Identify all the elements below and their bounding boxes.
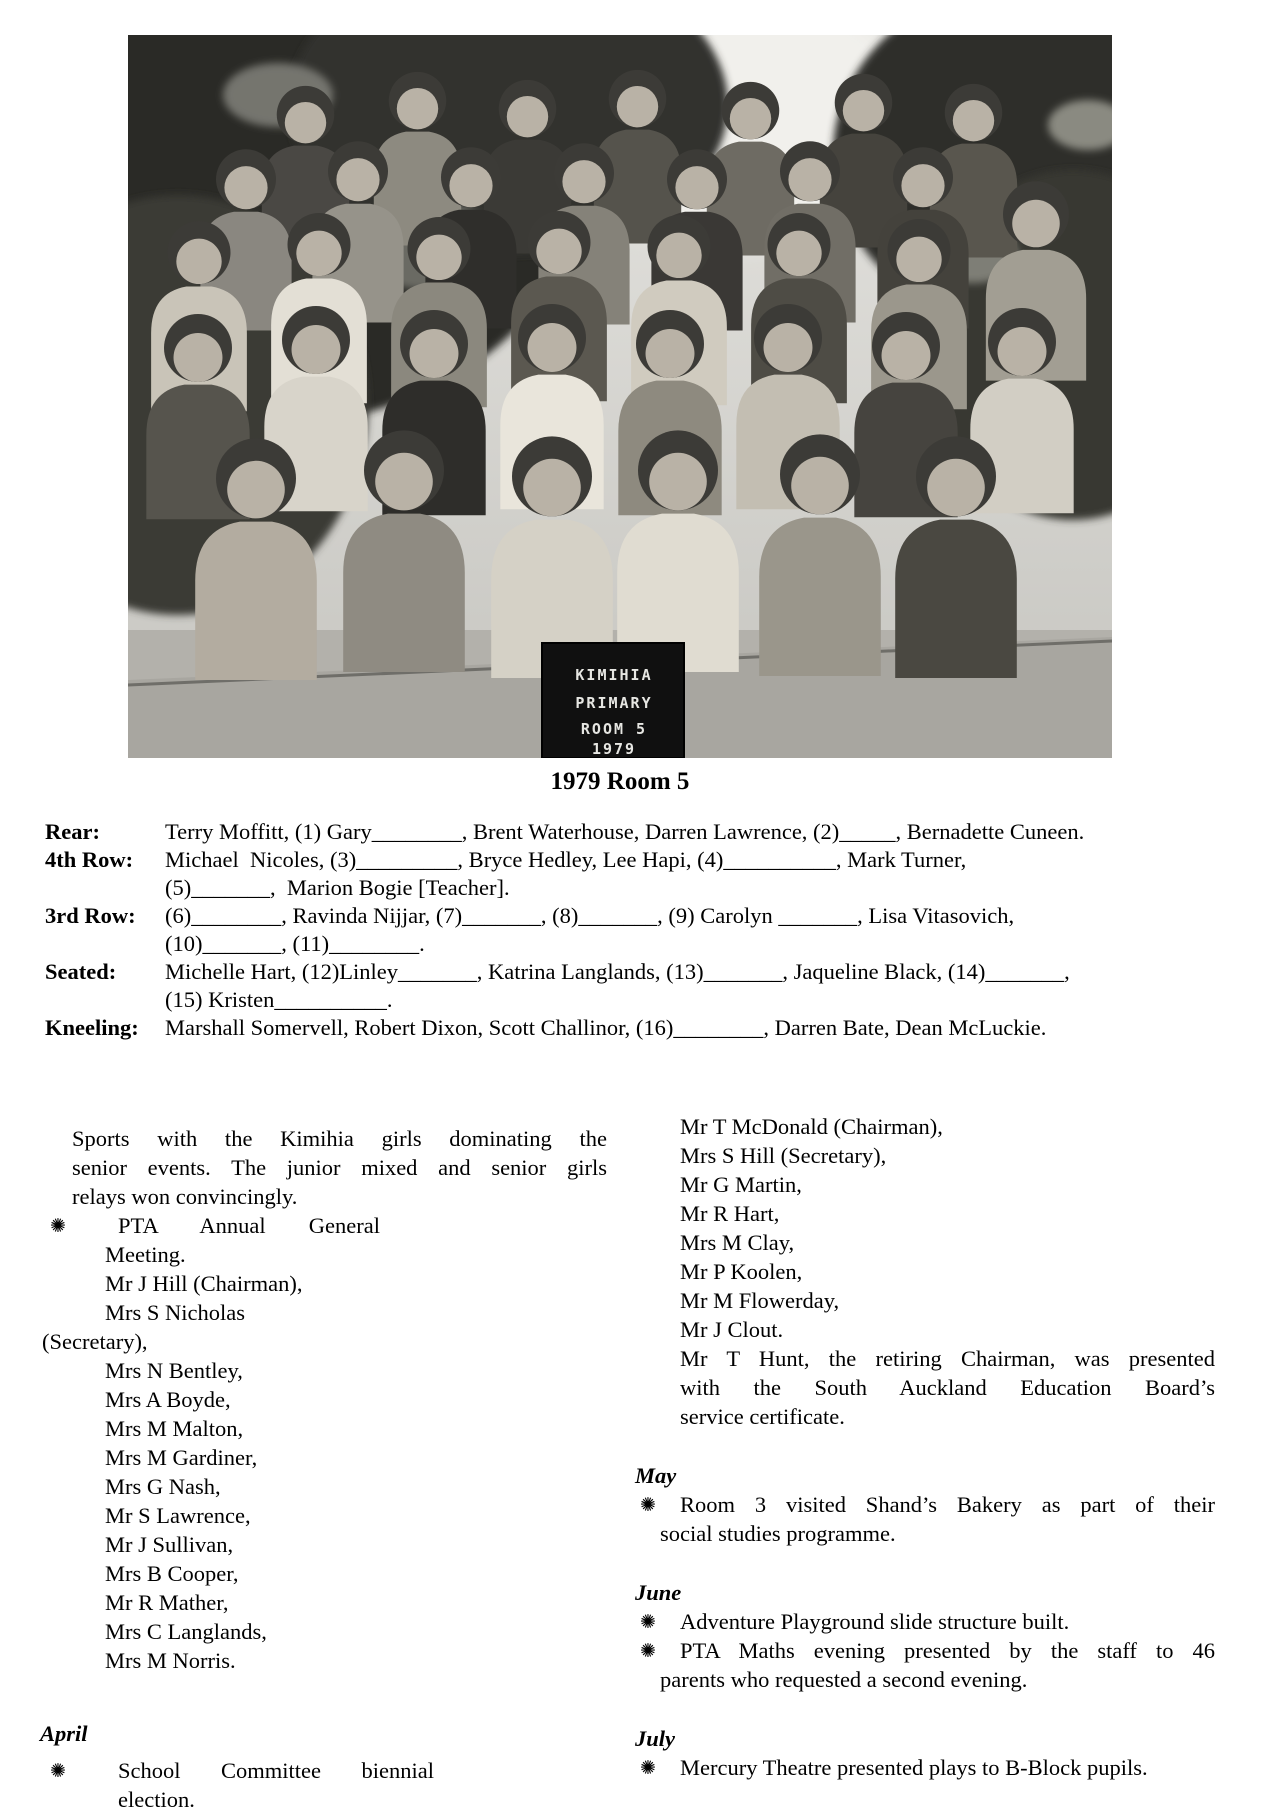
line-text: Mrs G Nash, bbox=[105, 1474, 221, 1499]
line-text: Mr R Hart, bbox=[680, 1201, 780, 1226]
class-photo-art bbox=[128, 35, 1112, 758]
line-text: Mrs M Clay, bbox=[680, 1230, 795, 1255]
bullet-icon: ✺ bbox=[50, 1216, 66, 1237]
photo-caption bbox=[45, 818, 1255, 1042]
month-heading bbox=[635, 1578, 1220, 1607]
text-line bbox=[40, 1240, 612, 1269]
text-line bbox=[635, 1490, 1215, 1519]
line-text: Mrs S Nicholas bbox=[105, 1300, 245, 1325]
line-text: Mr T McDonald (Chairman), bbox=[680, 1114, 943, 1139]
line-text: Meeting. bbox=[105, 1242, 186, 1267]
text-line bbox=[40, 1756, 612, 1785]
sign-line: PRIMARY bbox=[575, 694, 653, 712]
text-line bbox=[40, 1182, 612, 1211]
line-text: Mr J Sullivan, bbox=[105, 1532, 234, 1557]
caption-line: (10)_______, (11)________. bbox=[165, 931, 425, 956]
spacer bbox=[635, 1431, 1220, 1461]
line-text: Mr P Koolen, bbox=[680, 1259, 803, 1284]
text-line bbox=[40, 1559, 612, 1588]
month-heading bbox=[40, 1719, 612, 1748]
text-line bbox=[635, 1228, 1220, 1257]
line-text: Sports with the Kimihia girls dominating the bbox=[72, 1126, 607, 1151]
line-text: Mr R Mather, bbox=[105, 1590, 229, 1615]
text-line bbox=[40, 1617, 612, 1646]
line-text: Room 3 visited Shand’s Bakery as part of their bbox=[680, 1492, 1215, 1517]
text-line bbox=[635, 1373, 1215, 1402]
caption-row-label: 3rd Row: bbox=[45, 903, 136, 928]
line-text: PTA Maths evening presented by the staff to 46 bbox=[680, 1638, 1215, 1663]
line-text: Mr M Flowerday, bbox=[680, 1288, 840, 1313]
caption-line: Terry Moffitt, (1) Gary________, Brent Waterhouse, Darren Lawrence, (2)_____, Bernadette Cuneen. bbox=[165, 819, 1085, 844]
text-line bbox=[40, 1414, 612, 1443]
text-line bbox=[40, 1385, 612, 1414]
line-text: April bbox=[40, 1721, 88, 1746]
caption-line: Marshall Somervell, Robert Dixon, Scott Challinor, (16)________, Darren Bate, Dean McLuckie. bbox=[165, 1015, 1047, 1040]
line-text: Adventure Playground slide structure built. bbox=[680, 1609, 1070, 1634]
line-text: Mr J Clout. bbox=[680, 1317, 784, 1342]
line-text: with the South Auckland Education Board’s bbox=[680, 1375, 1215, 1400]
line-text: Mrs N Bentley, bbox=[105, 1358, 243, 1383]
line-text: PTA Annual General bbox=[118, 1213, 380, 1238]
spacer bbox=[40, 1675, 612, 1719]
text-line bbox=[40, 1211, 612, 1240]
line-text: Mrs M Norris. bbox=[105, 1648, 236, 1673]
spacer bbox=[635, 1548, 1220, 1578]
line-text: Mr J Hill (Chairman), bbox=[105, 1271, 303, 1296]
line-text: School Committee biennial bbox=[118, 1758, 434, 1783]
sign-line: 1979 bbox=[591, 740, 637, 758]
bullet-icon: ✺ bbox=[50, 1761, 66, 1782]
line-text: May bbox=[635, 1463, 677, 1488]
line-text: Mrs S Hill (Secretary), bbox=[680, 1143, 887, 1168]
line-text: relays won convincingly. bbox=[72, 1184, 298, 1209]
sign-line: KIMIHIA bbox=[575, 666, 653, 684]
bullet-icon: ✺ bbox=[640, 1758, 656, 1779]
caption-row bbox=[45, 958, 1255, 1014]
text-line bbox=[635, 1315, 1220, 1344]
text-line bbox=[40, 1356, 612, 1385]
line-text: election. bbox=[118, 1787, 195, 1812]
caption-row-label: Seated: bbox=[45, 959, 117, 984]
text-line bbox=[40, 1472, 612, 1501]
line-text: Mrs C Langlands, bbox=[105, 1619, 267, 1644]
caption-line: Michael Nicoles, (3)_________, Bryce Hedley, Lee Hapi, (4)__________, Mark Turner, bbox=[165, 847, 967, 872]
text-line bbox=[40, 1327, 612, 1356]
line-text: July bbox=[635, 1726, 676, 1751]
bullet-icon: ✺ bbox=[640, 1641, 656, 1662]
month-heading bbox=[635, 1724, 1220, 1753]
caption-line: (15) Kristen__________. bbox=[165, 987, 393, 1012]
bullet-icon: ✺ bbox=[640, 1612, 656, 1633]
right-column bbox=[635, 1112, 1220, 1782]
text-line bbox=[635, 1636, 1215, 1665]
line-text: Mr S Lawrence, bbox=[105, 1503, 251, 1528]
line-text: (Secretary), bbox=[42, 1329, 148, 1354]
caption-row bbox=[45, 846, 1255, 902]
line-text: Mrs B Cooper, bbox=[105, 1561, 239, 1586]
caption-line: (5)_______, Marion Bogie [Teacher]. bbox=[165, 875, 510, 900]
text-line bbox=[635, 1170, 1220, 1199]
photo-sign bbox=[542, 643, 684, 758]
spacer bbox=[635, 1694, 1220, 1724]
line-text: social studies programme. bbox=[660, 1521, 896, 1546]
line-text: Mrs M Malton, bbox=[105, 1416, 244, 1441]
text-line bbox=[40, 1153, 607, 1182]
text-line bbox=[635, 1344, 1215, 1373]
text-line bbox=[40, 1269, 612, 1298]
line-text: Mercury Theatre presented plays to B-Block pupils. bbox=[680, 1755, 1148, 1780]
line-text: service certificate. bbox=[680, 1404, 845, 1429]
text-line bbox=[635, 1753, 1220, 1782]
text-line bbox=[635, 1286, 1220, 1315]
text-line bbox=[40, 1443, 612, 1472]
class-photo bbox=[128, 35, 1112, 758]
caption-row-label: Rear: bbox=[45, 819, 100, 844]
caption-row-label: 4th Row: bbox=[45, 847, 134, 872]
text-line bbox=[635, 1402, 1220, 1431]
text-line bbox=[40, 1124, 607, 1153]
text-line bbox=[40, 1530, 612, 1559]
line-text: Mrs A Boyde, bbox=[105, 1387, 231, 1412]
text-line bbox=[635, 1607, 1220, 1636]
text-line bbox=[635, 1257, 1220, 1286]
bullet-icon: ✺ bbox=[640, 1495, 656, 1516]
line-text: June bbox=[635, 1580, 682, 1605]
line-text: Mrs M Gardiner, bbox=[105, 1445, 258, 1470]
text-line bbox=[40, 1646, 612, 1675]
line-text: parents who requested a second evening. bbox=[660, 1667, 1028, 1692]
caption-line: Michelle Hart, (12)Linley_______, Katrina Langlands, (13)_______, Jaqueline Black, (14)_______, bbox=[165, 959, 1070, 984]
line-text: Mr G Martin, bbox=[680, 1172, 802, 1197]
sign-line: ROOM 5 bbox=[580, 720, 648, 738]
line-text: senior events. The junior mixed and senior girls bbox=[72, 1155, 607, 1180]
text-line bbox=[40, 1298, 612, 1327]
text-line bbox=[40, 1501, 612, 1530]
caption-row bbox=[45, 902, 1255, 958]
caption-row bbox=[45, 1014, 1255, 1042]
caption-row-label: Kneeling: bbox=[45, 1015, 139, 1040]
left-column bbox=[40, 1124, 612, 1814]
caption-line: (6)________, Ravinda Nijjar, (7)_______, (8)_______, (9) Carolyn _______, Lisa Vitasovich, bbox=[165, 903, 1015, 928]
line-text: Mr T Hunt, the retiring Chairman, was presented bbox=[680, 1346, 1215, 1371]
text-line bbox=[635, 1519, 1220, 1548]
caption-row bbox=[45, 818, 1255, 846]
text-line bbox=[635, 1141, 1220, 1170]
text-line bbox=[635, 1665, 1220, 1694]
month-heading bbox=[635, 1461, 1220, 1490]
page-title: 1979 Room 5 bbox=[550, 768, 690, 795]
text-line bbox=[635, 1112, 1220, 1141]
text-line bbox=[40, 1588, 612, 1617]
text-line bbox=[635, 1199, 1220, 1228]
